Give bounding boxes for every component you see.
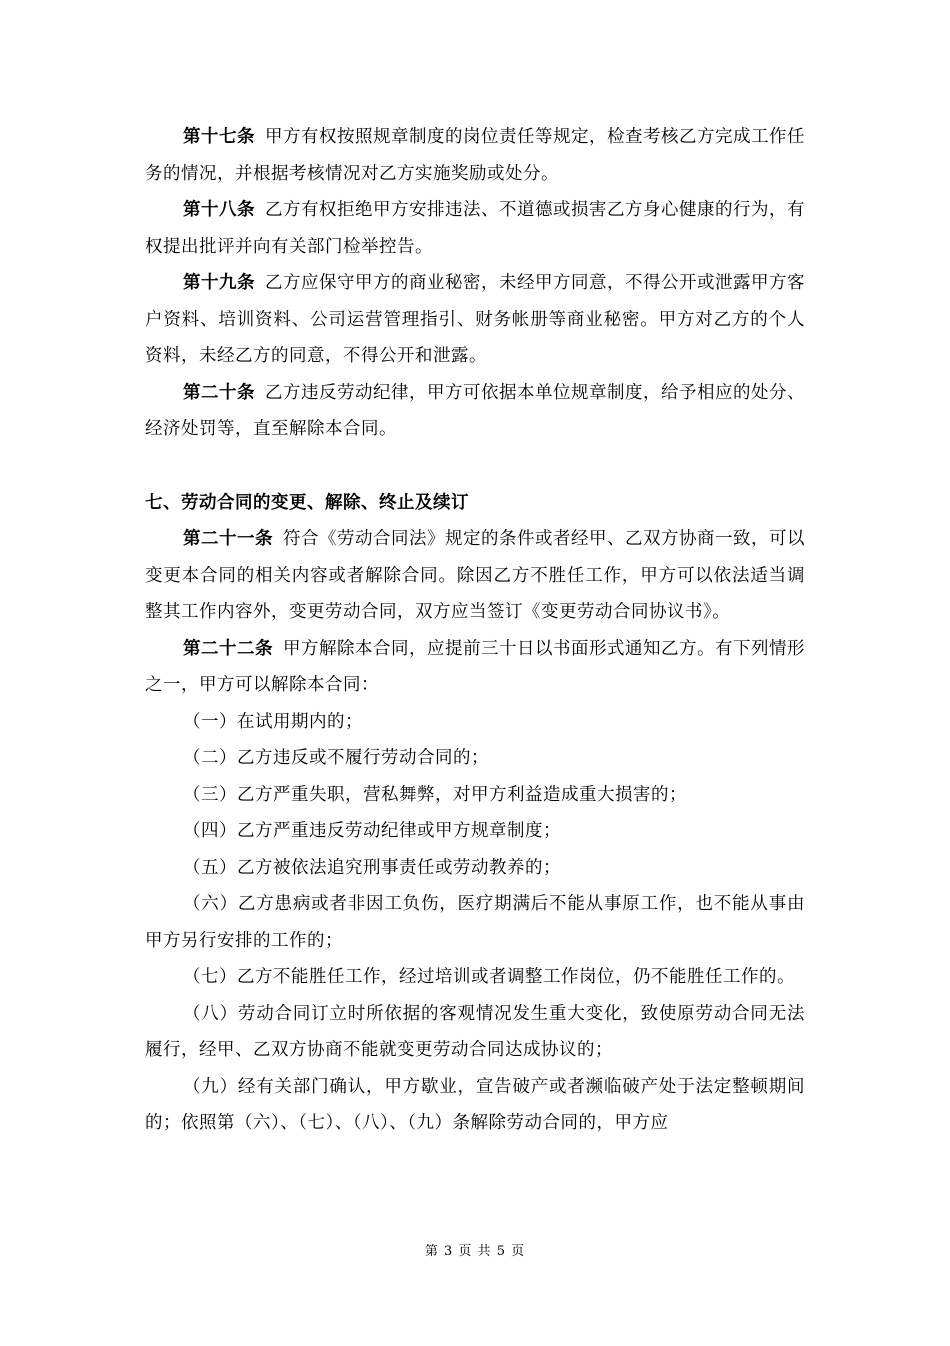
article-19	[145, 265, 805, 375]
article-22	[145, 631, 805, 704]
article-21	[145, 521, 805, 631]
list-item-4: （四）乙方严重违反劳动纪律或甲方规章制度；	[183, 821, 561, 841]
list-item-3: （三）乙方严重失职，营私舞弊，对甲方利益造成重大损害的；	[183, 784, 687, 805]
article-18-text: 乙方有权拒绝甲方安排违法、不道德或损害乙方身心健康的行为，有权提出批评并向有关部门检举控告。	[145, 200, 805, 257]
list-item-6: （六）乙方患病或者非因工负伤，医疗期满后不能从事原工作，也不能从事由甲方另行安排的工作的；	[145, 894, 805, 951]
list-item-2: （二）乙方违反或不履行劳动合同的；	[183, 748, 489, 768]
section-heading: 七、劳动合同的变更、解除、终止及续订	[145, 492, 469, 513]
article-20-label: 第二十条	[183, 382, 255, 403]
page-number-footer: 第 3 页 共 5 页	[424, 1244, 526, 1259]
list-item-5: （五）乙方被依法追究刑事责任或劳动教养的；	[183, 857, 561, 878]
article-17-label: 第十七条	[183, 127, 255, 147]
article-20	[145, 375, 805, 448]
article-22-text: 甲方解除本合同，应提前三十日以书面形式通知乙方。有下列情形之一，甲方可以解除本合同：	[145, 638, 805, 695]
article-18	[145, 192, 805, 265]
list-item-1: （一）在试用期内的；	[183, 711, 363, 732]
list-item-8: （八）劳动合同订立时所依据的客观情况发生重大变化，致使原劳动合同无法履行，经甲、乙双方协商不能就变更劳动合同达成协议的；	[145, 1003, 805, 1060]
article-21-label: 第二十一条	[183, 529, 273, 549]
list-item-7: （七）乙方不能胜任工作，经过培训或者调整工作岗位，仍不能胜任工作的。	[183, 967, 795, 987]
article-20-text: 乙方违反劳动纪律，甲方可依据本单位规章制度，给予相应的处分、经济处罚等，直至解除本合同。	[145, 382, 805, 439]
article-19-label: 第十九条	[183, 273, 255, 293]
article-19-text: 乙方应保守甲方的商业秘密，未经甲方同意，不得公开或泄露甲方客户资料、培训资料、公司运营管理指引、财务帐册等商业秘密。甲方对乙方的个人资料，未经乙方的同意，不得公开和泄露。	[145, 273, 805, 366]
article-17-text: 甲方有权按照规章制度的岗位责任等规定，检查考核乙方完成工作任务的情况，并根据考核情况对乙方实施奖励或处分。	[145, 127, 805, 184]
article-21-text: 符合《劳动合同法》规定的条件或者经甲、乙双方协商一致，可以变更本合同的相关内容或者解除合同。除因乙方不胜任工作，甲方可以依法适当调整其工作内容外，变更劳动合同，双方应当签订《变更劳动合同协议书》。	[145, 529, 805, 622]
list-item-9: （九）经有关部门确认，甲方歇业，宣告破产或者濒临破产处于法定整顿期间的；依照第（六）、（七）、（八）、（九）条解除劳动合同的，甲方应	[145, 1076, 805, 1133]
article-22-label: 第二十二条	[183, 638, 273, 659]
article-18-label: 第十八条	[183, 200, 255, 220]
article-17	[145, 119, 805, 192]
document-body	[145, 119, 805, 1142]
